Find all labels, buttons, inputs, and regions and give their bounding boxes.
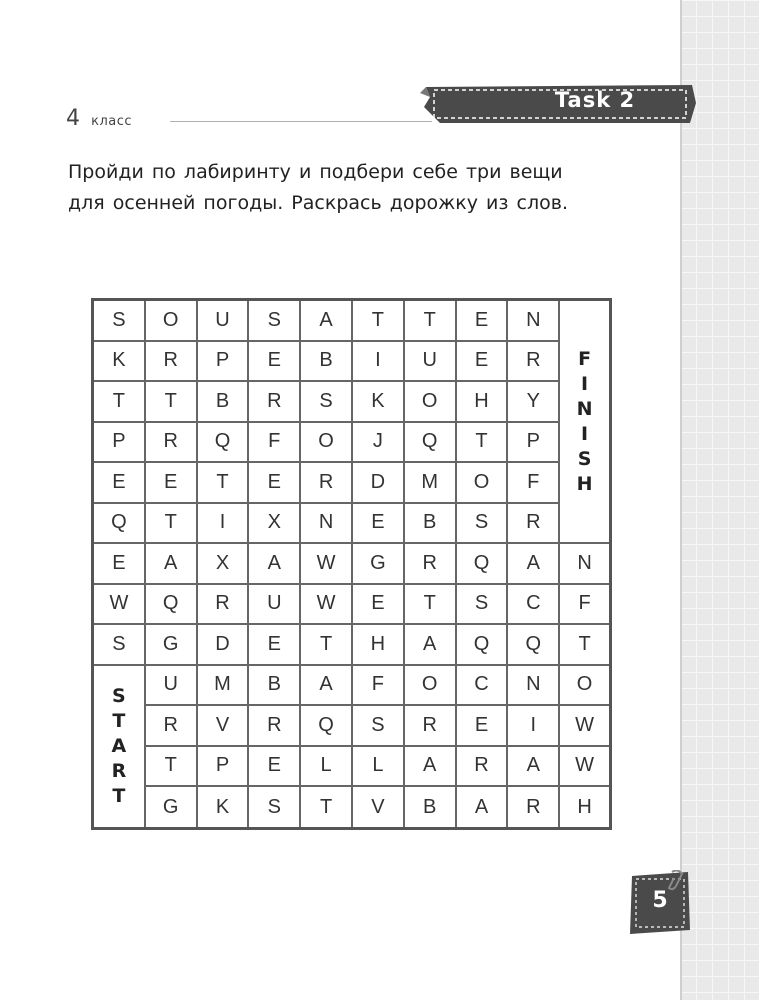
maze-cell[interactable]: A	[508, 747, 560, 788]
maze-cell[interactable]: E	[249, 747, 301, 788]
maze-cell[interactable]: V	[353, 787, 405, 827]
maze-cell[interactable]: R	[146, 342, 198, 383]
maze-cell[interactable]: K	[198, 787, 250, 827]
maze-cell[interactable]: W	[301, 544, 353, 585]
maze-cell[interactable]: S	[301, 382, 353, 423]
maze-cell[interactable]: R	[198, 585, 250, 626]
maze-cell[interactable]: F	[249, 423, 301, 464]
page-number: 5	[652, 888, 668, 913]
maze-cell[interactable]: O	[457, 463, 509, 504]
start-letter: S	[112, 684, 126, 707]
maze-cell[interactable]: H	[353, 625, 405, 666]
maze-cell[interactable]: Q	[457, 544, 509, 585]
maze-cell[interactable]: N	[508, 666, 560, 707]
maze-cell[interactable]: K	[353, 382, 405, 423]
maze-cell[interactable]: O	[405, 382, 457, 423]
maze-cell[interactable]: T	[146, 382, 198, 423]
finish-letter: I	[581, 422, 589, 445]
start-label	[94, 666, 146, 828]
maze-cell[interactable]: I	[353, 342, 405, 383]
maze-cell[interactable]: S	[353, 706, 405, 747]
maze-cell[interactable]: O	[405, 666, 457, 707]
maze-cell[interactable]: F	[560, 585, 609, 626]
maze-cell[interactable]: Q	[508, 625, 560, 666]
finish-letter: S	[577, 447, 592, 470]
maze-cell[interactable]: R	[508, 342, 560, 383]
maze-cell[interactable]: H	[577, 795, 592, 818]
maze-cell[interactable]: T	[353, 301, 405, 342]
maze-cell[interactable]: Q	[457, 625, 509, 666]
maze-cell[interactable]: N	[508, 301, 560, 342]
maze-cell[interactable]: R	[301, 463, 353, 504]
maze-cell[interactable]: T	[560, 625, 609, 666]
maze-cell[interactable]: A	[249, 544, 301, 585]
maze-cell[interactable]: E	[353, 504, 405, 545]
finish-letter: H	[576, 472, 593, 495]
maze-cell[interactable]: A	[405, 625, 457, 666]
maze-cell[interactable]: B	[405, 787, 457, 827]
finish-letter: I	[581, 372, 589, 395]
maze-cell[interactable]: E	[249, 625, 301, 666]
maze-cell[interactable]: U	[249, 585, 301, 626]
maze-cell[interactable]: Q	[301, 706, 353, 747]
word-maze	[91, 298, 612, 830]
maze-cell[interactable]: U	[146, 666, 198, 707]
maze-cell[interactable]: E	[457, 342, 509, 383]
maze-cell[interactable]: R	[146, 706, 198, 747]
maze-cell[interactable]: W	[560, 747, 609, 788]
maze-cell[interactable]: E	[249, 463, 301, 504]
start-letter: R	[111, 759, 127, 782]
task-banner	[420, 83, 698, 125]
maze-cell[interactable]: A	[301, 301, 353, 342]
maze-cell[interactable]: O	[301, 423, 353, 464]
maze-cell[interactable]: R	[249, 706, 301, 747]
maze-cell[interactable]: G	[146, 625, 198, 666]
maze-cell[interactable]: X	[198, 544, 250, 585]
maze-cell[interactable]: U	[198, 301, 250, 342]
maze-cell[interactable]: E	[353, 585, 405, 626]
maze-cell[interactable]: O	[146, 301, 198, 342]
maze-cell[interactable]: T	[301, 625, 353, 666]
maze-cell[interactable]: M	[405, 463, 457, 504]
maze-cell[interactable]: Y	[508, 382, 560, 423]
maze-cell[interactable]: Q	[94, 504, 146, 545]
maze-cell[interactable]: B	[198, 382, 250, 423]
maze-cell[interactable]: A	[146, 544, 198, 585]
maze-cell[interactable]: S	[249, 787, 301, 827]
maze-cell[interactable]: U	[405, 342, 457, 383]
maze-cell[interactable]: E	[94, 544, 146, 585]
grade-number: 4	[66, 106, 80, 131]
maze-cell[interactable]: E	[146, 463, 198, 504]
maze-cell[interactable]: N	[301, 504, 353, 545]
maze-cell[interactable]: C	[508, 585, 560, 626]
maze-cell[interactable]: I	[198, 504, 250, 545]
maze-cell[interactable]: A	[301, 666, 353, 707]
maze-cell[interactable]: R	[249, 382, 301, 423]
maze-cell[interactable]: P	[198, 342, 250, 383]
maze-cell[interactable]: T	[146, 504, 198, 545]
maze-cell[interactable]: T	[301, 787, 353, 827]
maze-cell[interactable]: R	[457, 747, 509, 788]
maze-cell[interactable]: J	[353, 423, 405, 464]
start-letter: A	[111, 734, 127, 757]
maze-cell[interactable]: R	[508, 504, 560, 545]
maze-cell[interactable]: T	[146, 747, 198, 788]
finish-letter: N	[576, 397, 593, 420]
maze-cell[interactable]: B	[405, 504, 457, 545]
maze-cell[interactable]: R	[146, 423, 198, 464]
maze-cell[interactable]: R	[508, 787, 560, 827]
grade-word: класс	[91, 114, 133, 129]
header-rule	[170, 121, 432, 122]
maze-cell[interactable]: F	[353, 666, 405, 707]
maze-cell[interactable]: T	[457, 423, 509, 464]
maze-cell[interactable]: W	[560, 706, 609, 747]
maze-cell[interactable]: S	[94, 625, 146, 666]
maze-cell[interactable]: W	[94, 585, 146, 626]
maze-cell[interactable]: D	[353, 463, 405, 504]
maze-cell[interactable]: E	[457, 301, 509, 342]
maze-cell[interactable]: N	[560, 544, 609, 585]
maze-cell[interactable]: Q	[146, 585, 198, 626]
maze-cell[interactable]: E	[457, 706, 509, 747]
maze-cell[interactable]: G	[353, 544, 405, 585]
maze-cell[interactable]: T	[198, 463, 250, 504]
maze-cell[interactable]: P	[198, 747, 250, 788]
start-letter: T	[112, 709, 126, 732]
maze-cell[interactable]: H	[457, 382, 509, 423]
grade-label	[66, 106, 132, 131]
maze-cell[interactable]: M	[198, 666, 250, 707]
maze-cell[interactable]: S	[249, 301, 301, 342]
maze-cell[interactable]: C	[457, 666, 509, 707]
side-strip	[680, 0, 759, 1000]
maze-cell[interactable]: F	[508, 463, 560, 504]
maze-cell[interactable]: R	[405, 544, 457, 585]
maze-cell[interactable]: T	[405, 585, 457, 626]
instructions-line-1: Пройди по лабиринту и подбери себе три вещи	[68, 161, 563, 183]
maze-cell[interactable]: E	[249, 342, 301, 383]
maze-cell[interactable]: I	[508, 706, 560, 747]
maze-cell[interactable]: A	[457, 787, 509, 827]
maze-cell[interactable]: T	[405, 301, 457, 342]
maze-cell[interactable]: S	[457, 585, 509, 626]
maze-cell[interactable]: E	[94, 463, 146, 504]
maze-cell[interactable]: O	[560, 666, 609, 707]
page-number-badge	[628, 870, 688, 932]
maze-cell[interactable]: A	[405, 747, 457, 788]
maze-cell[interactable]: P	[508, 423, 560, 464]
start-letter: T	[112, 784, 126, 807]
maze-cell[interactable]: R	[405, 706, 457, 747]
maze-cell[interactable]: S	[457, 504, 509, 545]
maze-cell[interactable]: V	[198, 706, 250, 747]
instructions-line-2: для осенней погоды. Раскрась дорожку из слов.	[68, 192, 568, 214]
maze-cell[interactable]: W	[301, 585, 353, 626]
maze-cell[interactable]: P	[94, 423, 146, 464]
maze-cell[interactable]: A	[508, 544, 560, 585]
maze-cell[interactable]: G	[146, 787, 198, 827]
maze-cell[interactable]: T	[94, 382, 146, 423]
maze-cell[interactable]: Q	[198, 423, 250, 464]
maze-cell[interactable]: Q	[405, 423, 457, 464]
finish-label	[560, 301, 609, 544]
maze-cell[interactable]: L	[301, 747, 353, 788]
maze-cell[interactable]: B	[249, 666, 301, 707]
instructions	[68, 157, 648, 219]
maze-cell[interactable]: L	[353, 747, 405, 788]
maze-cell[interactable]: S	[94, 301, 146, 342]
task-label: Task 2	[554, 88, 636, 112]
maze-cell[interactable]: B	[301, 342, 353, 383]
maze-cell[interactable]: D	[198, 625, 250, 666]
finish-letter: F	[578, 347, 592, 370]
maze-cell[interactable]: K	[94, 342, 146, 383]
maze-cell[interactable]: X	[249, 504, 301, 545]
